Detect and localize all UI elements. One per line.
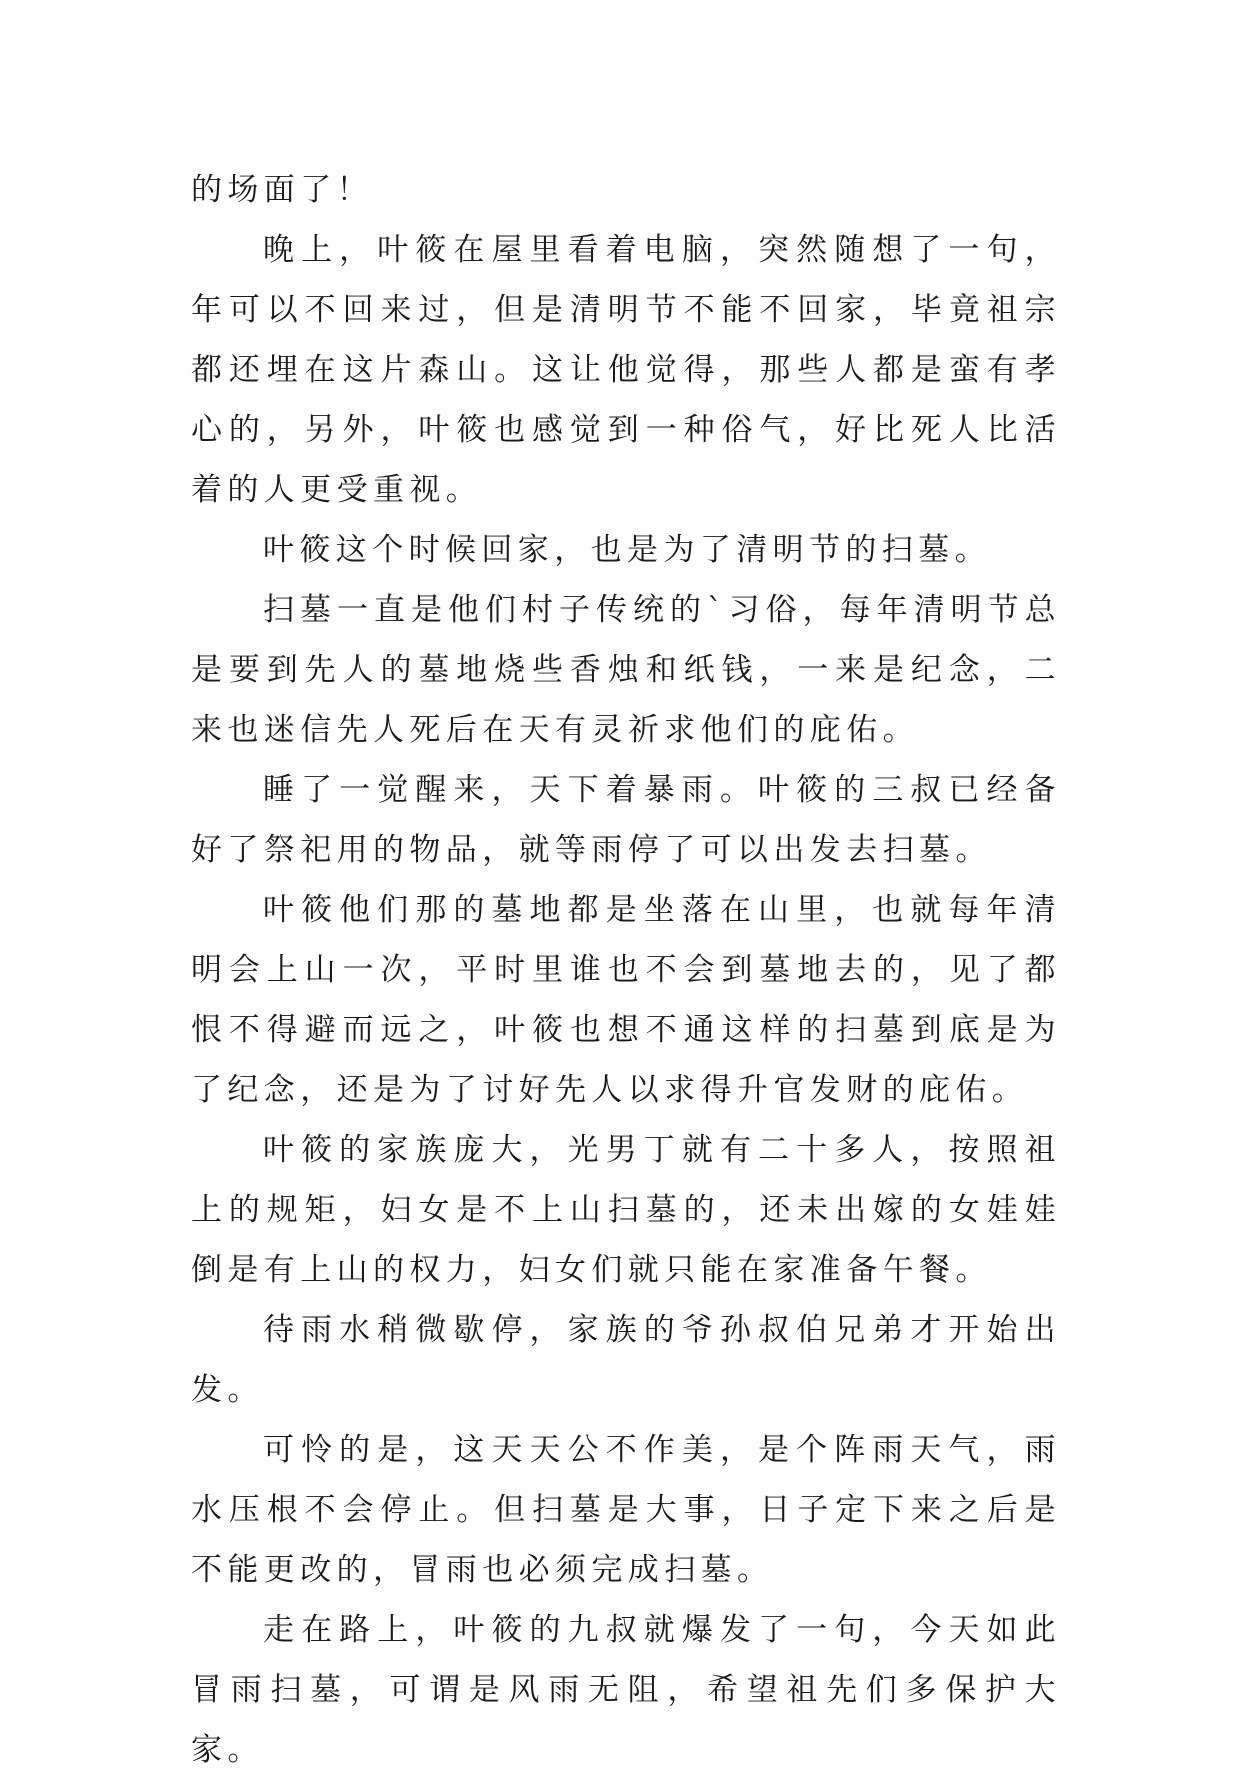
paragraph-6: 叶筱他们那的墓地都是坐落在山里，也就每年清明会上山一次，平时里谁也不会到墓地去的，见了都恨不得避而远之，叶筱也想不通这样的扫墓到底是为了纪念，还是为了讨好先人以求得升官发财的庇佑。 [191,892,1061,1108]
paragraph-4: 扫墓一直是他们村子传统的`习俗，每年清明节总是要到先人的墓地烧些香烛和纸钱，一来是纪念，二来也迷信先人死后在天有灵祈求他们的庇佑。 [191,592,1061,748]
paragraph-1: 的场面了！ [191,172,373,208]
paragraph-5: 睡了一觉醒来，天下着暴雨。叶筱的三叔已经备好了祭祀用的物品，就等雨停了可以出发去扫墓。 [191,772,1061,868]
paragraph-10: 走在路上，叶筱的九叔就爆发了一句，今天如此冒雨扫墓，可谓是风雨无阻，希望祖先们多保护大家。 [191,1612,1061,1768]
paragraph-2: 晚上，叶筱在屋里看着电脑，突然随想了一句，年可以不回来过，但是清明节不能不回家，毕竟祖宗都还埋在这片森山。这让他觉得，那些人都是蛮有孝心的，另外，叶筱也感觉到一种俗气，好比死人比活着的人更受重视。 [191,232,1061,508]
paragraph-9: 可怜的是，这天天公不作美，是个阵雨天气，雨水压根不会停止。但扫墓是大事，日子定下来之后是不能更改的，冒雨也必须完成扫墓。 [191,1432,1061,1588]
paragraph-8: 待雨水稍微歇停，家族的爷孙叔伯兄弟才开始出发。 [191,1312,1061,1408]
paragraph-7: 叶筱的家族庞大，光男丁就有二十多人，按照祖上的规矩，妇女是不上山扫墓的，还未出嫁的女娃娃倒是有上山的权力，妇女们就只能在家准备午餐。 [191,1132,1061,1288]
document-body [191,160,1061,1780]
paragraph-3: 叶筱这个时候回家，也是为了清明节的扫墓。 [263,532,991,568]
